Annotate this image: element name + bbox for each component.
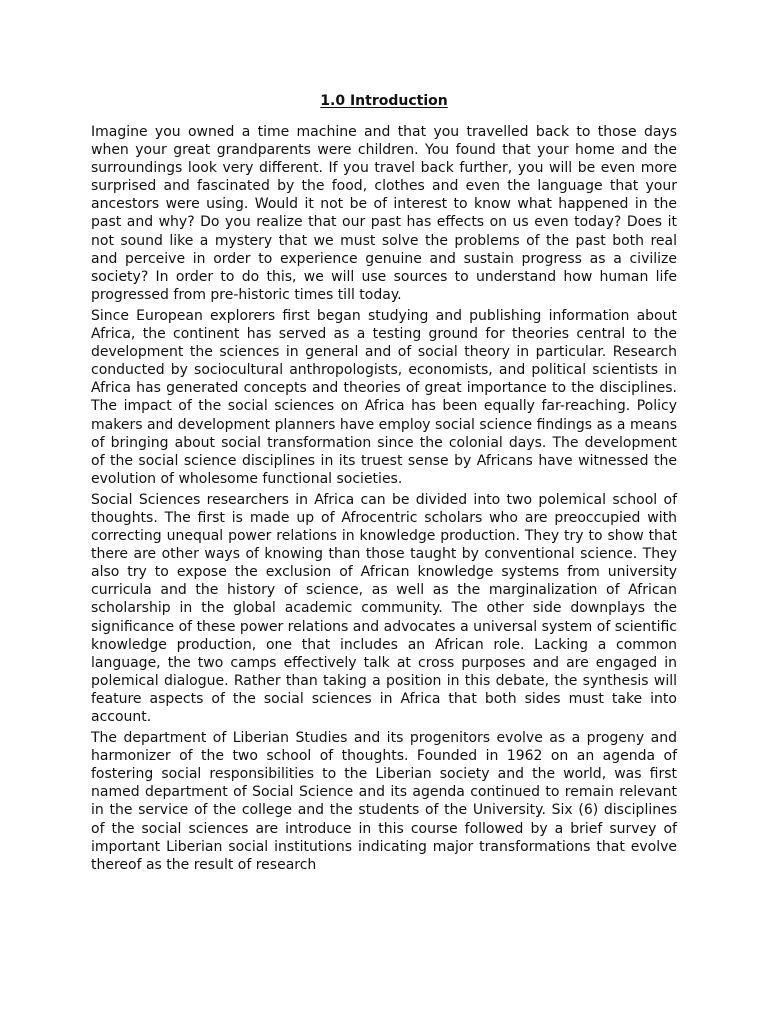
- paragraph-time-machine: Imagine you owned a time machine and that you travelled back to those days when your great grandparents were children. You found that your home and the surroundings look very different. If you travel back further, you will be even more surprised and fascinated by the food, clothes and even the language that your ancestors were using. Would it not be of interest to know what happened in the past and why? Do you realize that our past has effects on us even today? Does it not sound like a mystery that we must solve the problems of the past both real and perceive in order to experience genuine and sustain progress as a civilize society? In order to do this, we will use sources to understand how human life progressed from pre-historic times till today.: [91, 124, 677, 303]
- paragraph-liberian-studies: The department of Liberian Studies and its progenitors evolve as a progeny and harmonizer of the two school of thoughts. Founded in 1962 on an agenda of fostering social responsibilities to the Liberian society and the world, was first named department of Social Science and its agenda continued to remain relevant in the service of the college and the students of the University. Six (6) disciplines of the social sciences are introduce in this course followed by a brief survey of important Liberian social institutions indicating major transformations that evolve thereof as the result of research: [91, 730, 677, 873]
- section-heading: 1.0 Introduction: [320, 93, 448, 109]
- paragraph-social-sciences-researchers: Social Sciences researchers in Africa can be divided into two polemical school of thoughts. The first is made up of Afrocentric scholars who are preoccupied with correcting unequal power relations in knowledge production. They try to show that there are other ways of knowing than those taught by conventional science. They also try to expose the exclusion of African knowledge systems from university curricula and the history of science, as well as the marginalization of African scholarship in the global academic community. The other side downplays the significance of these power relations and advocates a universal system of scientific knowledge production, one that includes an African role. Lacking a common language, the two camps effectively talk at cross purposes and are engaged in polemical dialogue. Rather than taking a position in this debate, the synthesis will feature aspects of the social sciences in Africa that both sides must take into account.: [91, 491, 677, 725]
- body-text: [91, 123, 677, 877]
- paragraph-european-explorers: Since European explorers first began studying and publishing information about Africa, the continent has served as a testing ground for theories central to the development the sciences in general and of social theory in particular. Research conducted by sociocultural anthropologists, economists, and political scientists in Africa has generated concepts and theories of great importance to the disciplines. The impact of the social sciences on Africa has been equally far-reaching. Policy makers and development planners have employ social science findings as a means of bringing about social transformation since the colonial days. The development of the social science disciplines in its truest sense by Africans have witnessed the evolution of wholesome functional societies.: [91, 307, 677, 487]
